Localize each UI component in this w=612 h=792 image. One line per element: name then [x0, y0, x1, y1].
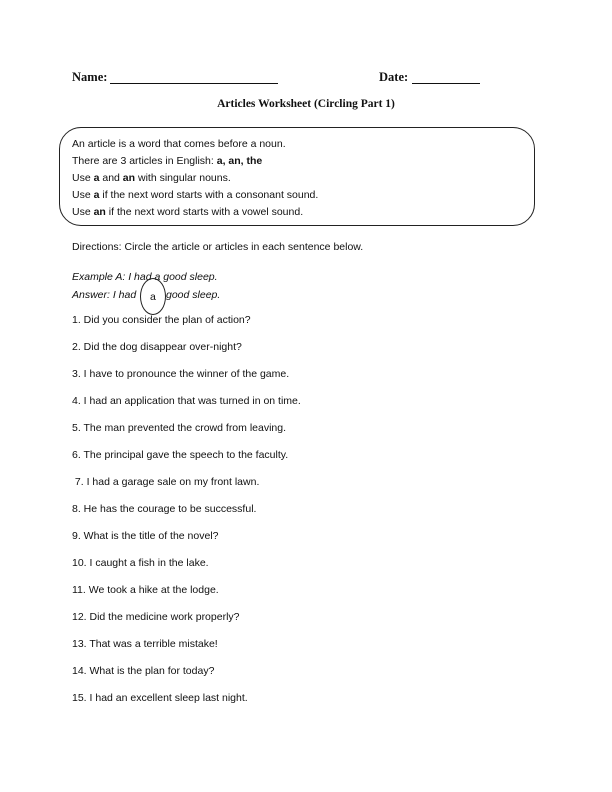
rule-line-5: Use an if the next word starts with a vowel sound.	[72, 206, 304, 218]
question-item[interactable]: 5. The man prevented the crowd from leaving.	[72, 422, 287, 434]
name-blank-line[interactable]	[110, 83, 278, 84]
question-item[interactable]: 3. I have to pronounce the winner of the game.	[72, 368, 290, 380]
question-item[interactable]: 11. We took a hike at the lodge.	[72, 584, 219, 596]
date-label: Date:	[379, 70, 409, 84]
example-block	[72, 268, 221, 304]
rule-line-4: Use a if the next word starts with a consonant sound.	[72, 189, 319, 201]
question-item[interactable]: 1. Did you consider the plan of action?	[72, 314, 251, 326]
answer-suffix: good sleep.	[166, 289, 221, 301]
question-item[interactable]: 7. I had a garage sale on my front lawn.	[72, 476, 260, 488]
question-item[interactable]: 13. That was a terrible mistake!	[72, 638, 218, 650]
rule-line-2: There are 3 articles in English: a, an, the	[72, 155, 263, 167]
example-sentence: Example A: I had a good sleep.	[72, 271, 218, 283]
question-item[interactable]: 8. He has the courage to be successful.	[72, 503, 257, 515]
question-item[interactable]: 6. The principal gave the speech to the faculty.	[72, 449, 289, 461]
question-item[interactable]: 9. What is the title of the novel?	[72, 530, 219, 542]
header-row	[72, 70, 542, 88]
circled-article: a	[150, 291, 156, 303]
question-item[interactable]: 4. I had an application that was turned in on time.	[72, 395, 301, 407]
example-answer	[72, 286, 221, 304]
directions-text: Directions: Circle the article or articles in each sentence below.	[72, 241, 364, 253]
name-label: Name:	[72, 70, 108, 84]
question-item[interactable]: 10. I caught a fish in the lake.	[72, 557, 209, 569]
question-item[interactable]: 15. I had an excellent sleep last night.	[72, 692, 248, 704]
rule-line-1: An article is a word that comes before a noun.	[72, 138, 286, 150]
date-blank-line[interactable]	[412, 83, 480, 84]
question-list	[72, 313, 301, 718]
rule-line-3: Use a and an with singular nouns.	[72, 172, 231, 184]
question-item[interactable]: 2. Did the dog disappear over-night?	[72, 341, 242, 353]
answer-prefix: Answer: I had	[72, 289, 137, 301]
article-rules-box	[59, 127, 535, 226]
question-item[interactable]: 14. What is the plan for today?	[72, 665, 215, 677]
question-item[interactable]: 12. Did the medicine work properly?	[72, 611, 240, 623]
page-title: Articles Worksheet (Circling Part 1)	[217, 98, 395, 110]
